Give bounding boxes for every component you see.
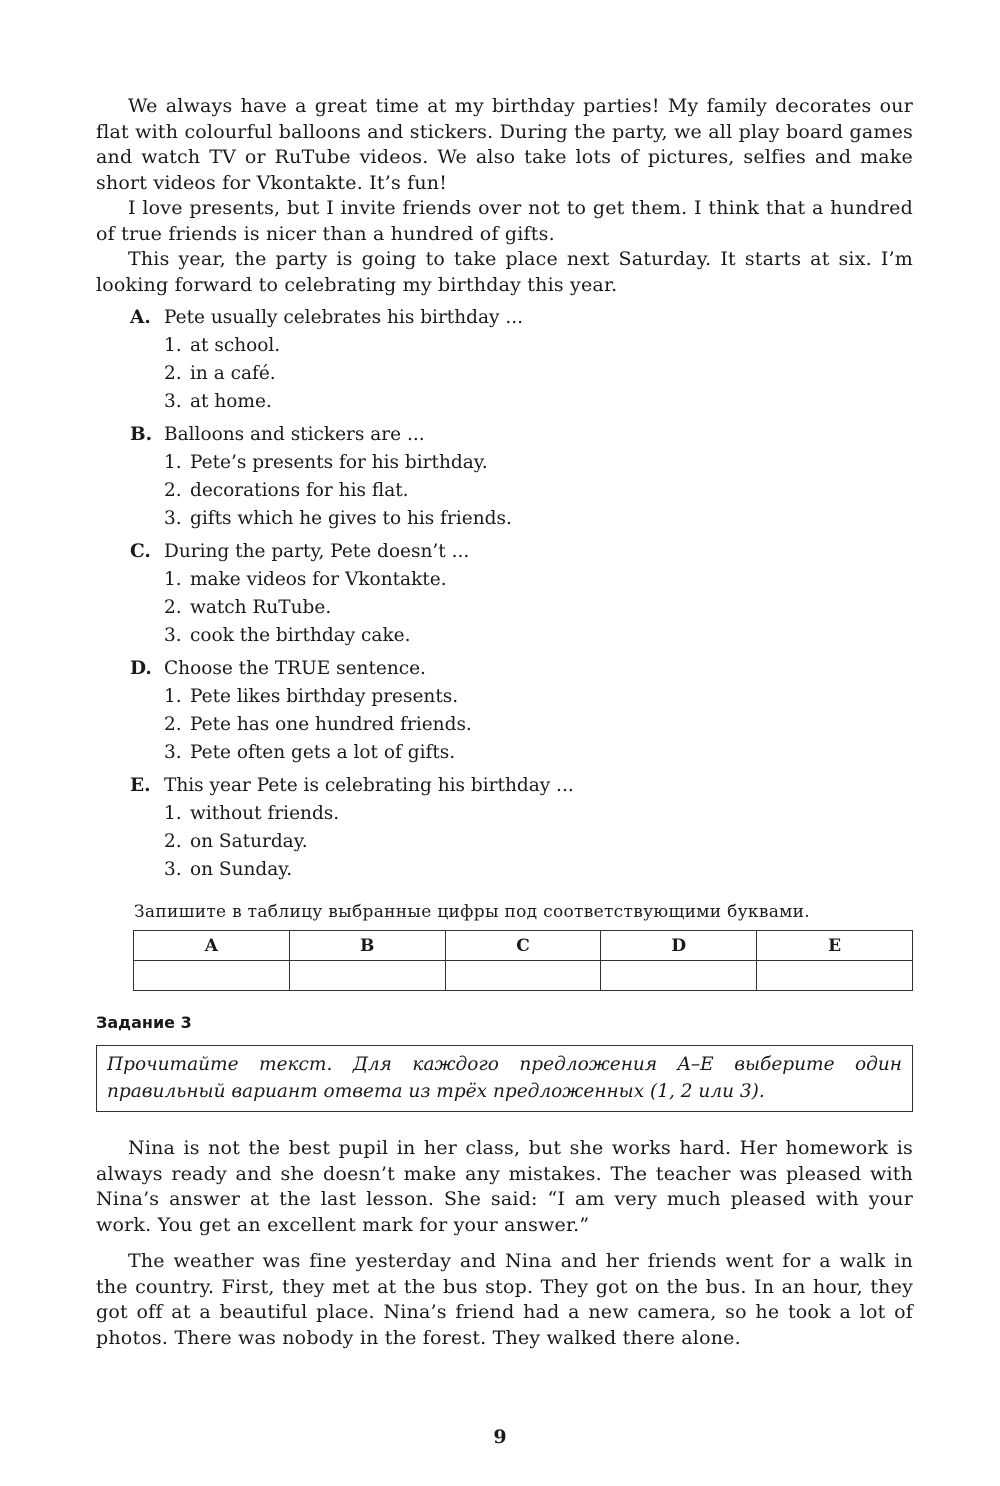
answer-option: 3. on Sunday.: [164, 859, 293, 880]
answer-col-header: C: [445, 931, 601, 961]
answer-cell[interactable]: [134, 961, 290, 991]
question-letter: A.: [130, 307, 151, 328]
task-instruction-line: правильный вариант ответа из трёх предложенных (1, 2 или 3).: [107, 1081, 765, 1102]
question-stem: Pete usually celebrates his birthday ...: [164, 307, 523, 328]
question-stem: This year Pete is celebrating his birthday ...: [164, 775, 574, 796]
answer-option: 1. Pete likes birthday presents.: [164, 686, 459, 707]
answer-option: 3. gifts which he gives to his friends.: [164, 508, 512, 529]
answer-col-header: D: [601, 931, 757, 961]
intro-paragraph-3: This year, the party is going to take place next Saturday. It starts at six. I’m looking forward to celebrating my birthday this year.: [96, 248, 913, 296]
answer-option: 1. without friends.: [164, 803, 340, 824]
answer-table-header-row: [134, 931, 913, 961]
question-list: [96, 304, 913, 884]
question-stem: During the party, Pete doesn’t ...: [164, 541, 470, 562]
question-a: [130, 304, 913, 416]
task-instruction-box: [96, 1045, 913, 1112]
answer-option: 2. decorations for his flat.: [164, 480, 409, 501]
question-letter: C.: [130, 541, 151, 562]
task-instruction-line: Прочитайте текст. Для каждого предложения A–E выберите один: [107, 1054, 902, 1075]
answer-cell[interactable]: [445, 961, 601, 991]
answer-option: 1. make videos for Vkontakte.: [164, 569, 447, 590]
intro-paragraph-2: I love presents, but I invite friends over not to get them. I think that a hundred of true friends is nicer than a hundred of gifts.: [96, 197, 913, 245]
answer-cell[interactable]: [601, 961, 757, 991]
page-content: [96, 94, 913, 1351]
text-paragraph-2: The weather was fine yesterday and Nina and her friends went for a walk in the country. First, they met at the bus stop. They got on the bus. In an hour, they got off at a beautiful place. Nina’s friend had a new camera, so he took a lot of photos. There was nobody in the forest. They walked there alone.: [96, 1250, 913, 1349]
text-paragraph-1: Nina is not the best pupil in her class, but she works hard. Her homework is always ready and she doesn’t make any mistakes. The teacher was pleased with Nina’s answer at the last lesson. She said: “I am very much pleased with your work. You get an excellent mark for your answer.”: [96, 1137, 913, 1236]
intro-paragraph-1: We always have a great time at my birthday parties! My family decorates our flat with colourful balloons and stickers. During the party, we all play board games and watch TV or RuTube videos. We also take lots of pictures, selfies and make short videos for Vkontakte. It’s fun!: [96, 95, 913, 194]
answer-cell[interactable]: [289, 961, 445, 991]
answer-col-header: E: [757, 931, 913, 961]
question-b: [130, 421, 913, 533]
question-letter: B.: [130, 424, 153, 445]
answer-option: 2. watch RuTube.: [164, 597, 332, 618]
question-stem: Choose the TRUE sentence.: [164, 658, 426, 679]
question-letter: E.: [130, 775, 151, 796]
question-e: [130, 772, 913, 884]
question-stem: Balloons and stickers are ...: [164, 424, 425, 445]
answer-cell[interactable]: [757, 961, 913, 991]
answer-option: 2. on Saturday.: [164, 831, 308, 852]
answer-option: 1. Pete’s presents for his birthday.: [164, 452, 488, 473]
answer-option: 2. Pete has one hundred friends.: [164, 714, 472, 735]
page-number: 9: [493, 1426, 507, 1448]
answer-option: 3. cook the birthday cake.: [164, 625, 411, 646]
answer-col-header: B: [289, 931, 445, 961]
answer-table: [133, 930, 913, 991]
question-letter: D.: [130, 658, 152, 679]
answer-option: 2. in a café.: [164, 363, 276, 384]
answer-option: 3. at home.: [164, 391, 272, 412]
answer-option: 3. Pete often gets a lot of gifts.: [164, 742, 456, 763]
answer-col-header: A: [134, 931, 290, 961]
answer-table-input-row: [134, 961, 913, 991]
table-instruction: Запишите в таблицу выбранные цифры под соответствующими буквами.: [134, 902, 810, 922]
task-title: Задание 3: [96, 1013, 192, 1032]
answer-option: 1. at school.: [164, 335, 281, 356]
question-d: [130, 655, 913, 767]
question-c: [130, 538, 913, 650]
